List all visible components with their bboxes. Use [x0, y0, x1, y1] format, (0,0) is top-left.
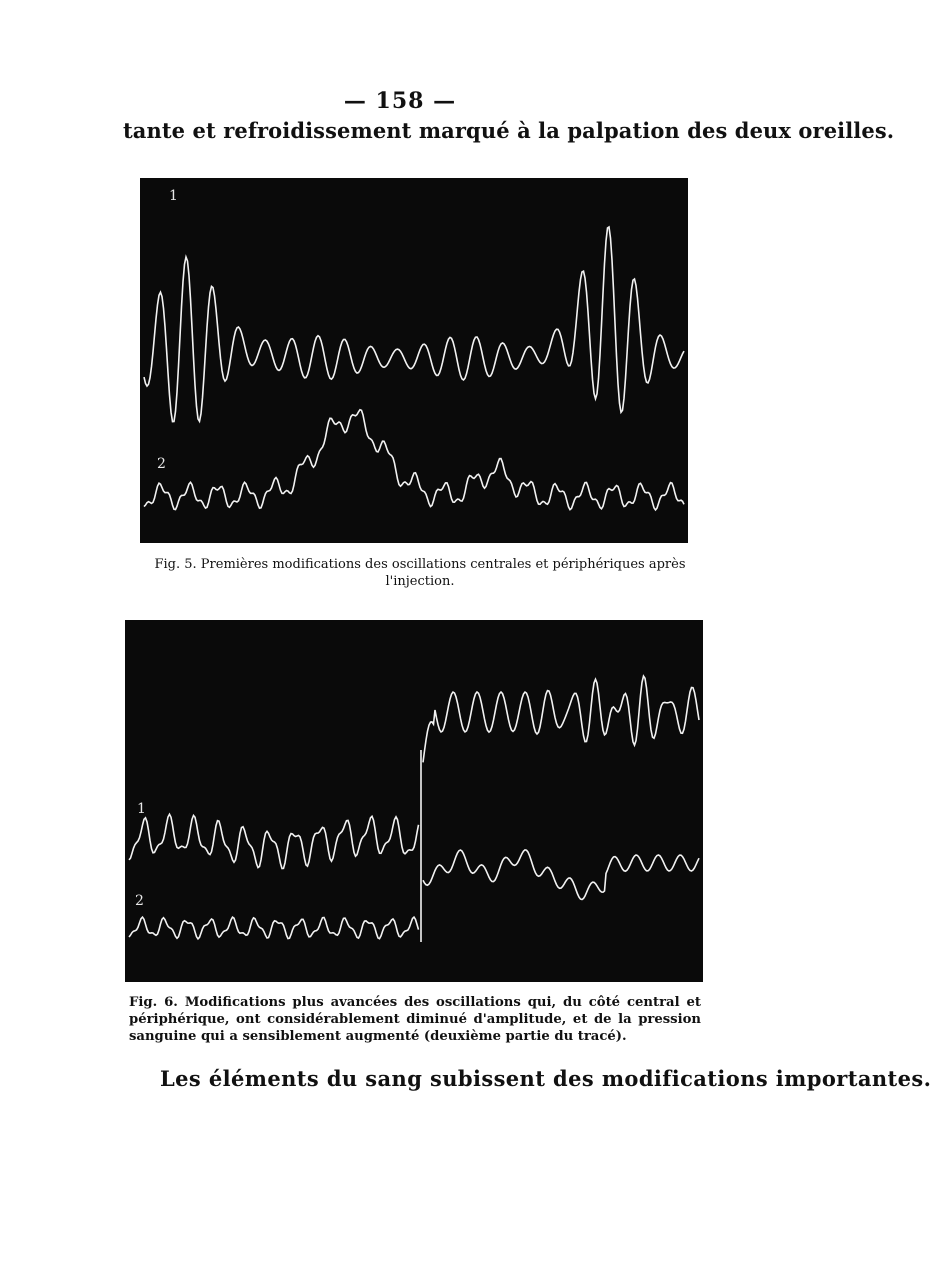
figure-6-label-2: 2	[135, 893, 144, 909]
body-text-top: tante et refroidissement marqué à la palpation des deux oreilles.	[123, 118, 895, 143]
figure-6-svg	[125, 620, 703, 982]
figure-5-trace-1	[144, 227, 684, 422]
figure-6-trace-2-first-part	[129, 917, 419, 939]
figure-5-caption-text: Premières modifications des oscillations centrales et périphériques après l'injection.	[200, 557, 686, 589]
figure-5-svg	[140, 178, 688, 543]
figure-5-trace-2	[144, 410, 684, 510]
figure-6-caption-lead: Fig. 6.	[129, 995, 178, 1010]
figure-6-trace	[125, 620, 703, 982]
figure-5-caption-lead: Fig. 5.	[154, 557, 197, 572]
figure-5-caption	[150, 556, 690, 590]
page-number: — 158 —	[343, 88, 457, 114]
figure-6-trace-1-second-part	[423, 676, 699, 762]
figure-5-trace	[140, 178, 688, 543]
figure-6-caption-text: Modifications plus avancées des oscillations qui, du côté central et périphérique, ont considérablement diminué d'amplitude, et de la pression sanguine qui a sensiblement augmenté (deuxième partie du tracé).	[129, 995, 702, 1044]
figure-6-trace-2-second-part	[423, 850, 699, 900]
figure-5-label-1: 1	[169, 188, 178, 204]
body-text-bottom: Les éléments du sang subissent des modifications importantes.	[160, 1066, 931, 1091]
figure-6-label-1: 1	[137, 801, 146, 817]
figure-6-caption	[129, 994, 701, 1045]
figure-5-label-2: 2	[157, 456, 166, 472]
figure-6-trace-1-first-part	[129, 814, 419, 868]
